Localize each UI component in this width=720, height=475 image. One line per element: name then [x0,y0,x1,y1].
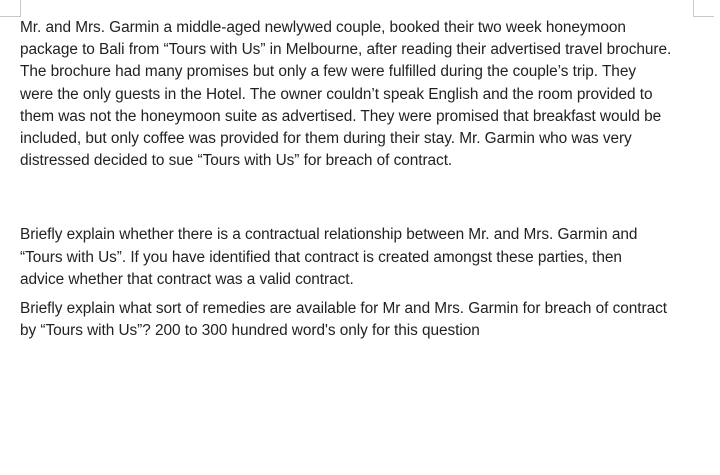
crop-mark-top-left [0,0,21,17]
text-line: were the only guests in the Hotel. The owner couldn’t speak English and the room provided to [20,85,653,103]
question-1-paragraph [20,224,710,291]
question-2-paragraph [20,298,710,342]
text-line: distressed decided to sue “Tours with Us” for breach of contract. [20,152,453,170]
scenario-paragraph [20,17,710,172]
text-line: Briefly explain whether there is a contractual relationship between Mr. and Mrs. Garmin and [20,226,638,244]
text-line: Briefly explain what sort of remedies are available for Mr and Mrs. Garmin for breach of contract [20,300,667,318]
crop-mark-top-right [693,0,714,17]
text-line: them was not the honeymoon suite as advertised. They were promised that breakfast would be [20,107,662,125]
document-body [20,17,710,342]
text-line: The brochure had many promises but only a few were fulfilled during the couple’s trip. They [20,63,636,81]
text-line: by “Tours with Us”? 200 to 300 hundred word's only for this question [20,322,480,340]
text-line: included, but only coffee was provided for them during their stay. Mr. Garmin who was very [20,130,632,148]
text-line: advice whether that contract was a valid contract. [20,270,354,288]
text-line: package to Bali from “Tours with Us” in Melbourne, after reading their advertised travel brochure. [20,41,672,59]
text-line: Mr. and Mrs. Garmin a middle-aged newlywed couple, booked their two week honeymoon [20,19,626,36]
text-line: “Tours with Us”. If you have identified that contract is created amongst these parties, then [20,248,622,266]
